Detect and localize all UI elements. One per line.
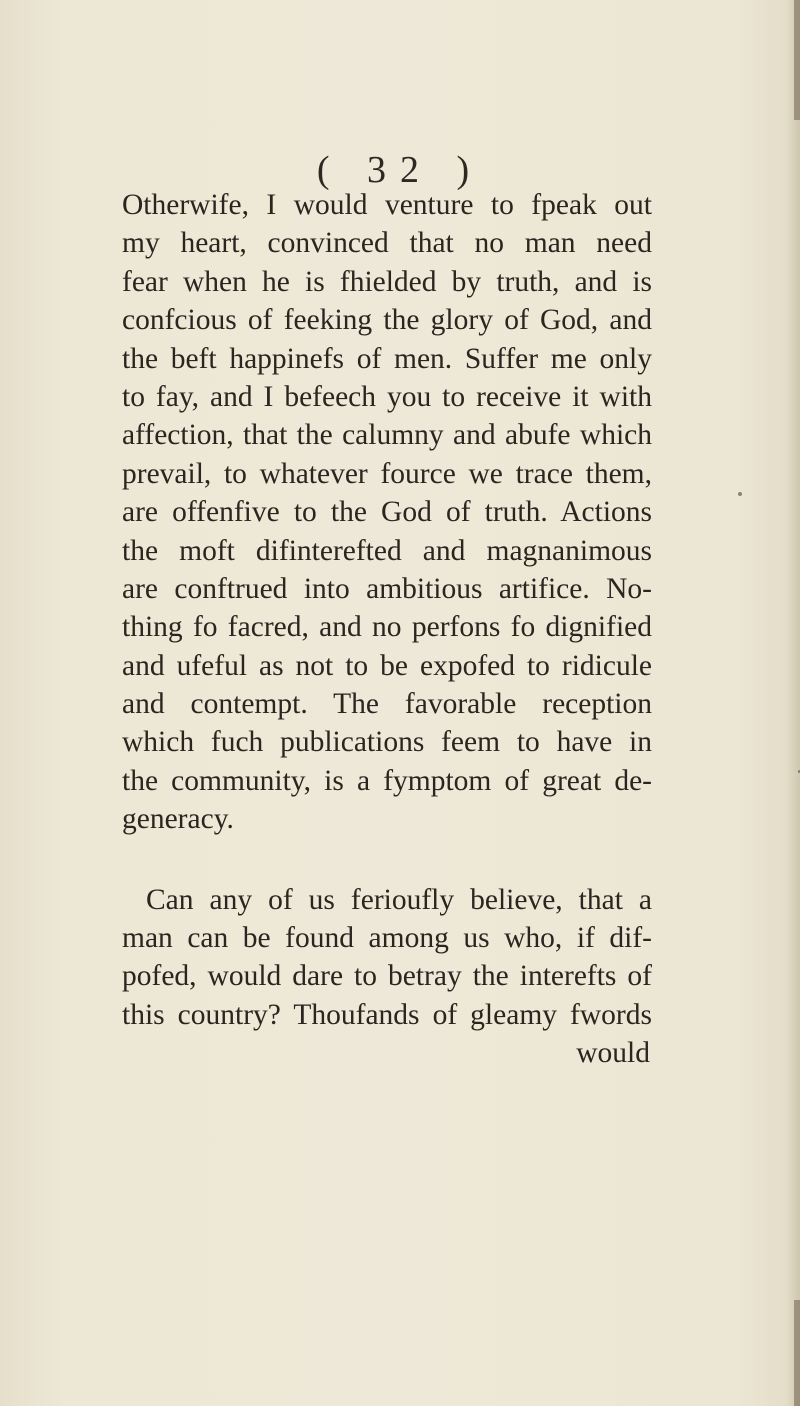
text-line: the moft difinterefted and magnanimous — [122, 534, 652, 567]
text-line: man can be found among us who, if dif- — [122, 922, 652, 955]
page-edge-mark — [794, 1300, 800, 1406]
text-line: Otherwife, I would venture to fpeak out — [122, 189, 652, 221]
text-line: to fay, and I befeech you to receive it with — [122, 380, 652, 413]
text-line: are offenfive to the God of truth. Actions — [122, 496, 652, 529]
text-line: my heart, convinced that no man need — [122, 227, 652, 260]
text-line: thing fo facred, and no perfons fo dignified — [122, 611, 652, 644]
text-line: are conftrued into ambitious artifice. No- — [122, 572, 652, 605]
text-line: the community, is a fymptom of great de- — [122, 764, 652, 797]
text-line: the beft happinefs of men. Suffer me only — [122, 342, 652, 375]
text-line: pofed, would dare to betray the interefts of — [122, 960, 652, 993]
text-line: which fuch publications feem to have in — [122, 726, 652, 759]
text-line: and ufeful as not to be expofed to ridicule — [122, 649, 652, 682]
text-line: confcious of feeking the glory of God, and — [122, 304, 652, 337]
text-line: affection, that the calumny and abufe which — [122, 419, 652, 452]
page-edge-mark — [794, 0, 800, 120]
text-line: Can any of us ferioufly believe, that a — [146, 883, 652, 916]
text-line: fear when he is fhielded by truth, and is — [122, 265, 652, 298]
text-line: generacy. — [122, 803, 234, 836]
paragraph — [122, 881, 652, 1035]
page-number: ( 32 ) — [316, 149, 484, 191]
catchword: would — [576, 1037, 650, 1070]
paragraph — [122, 186, 652, 839]
body-text — [122, 186, 652, 1073]
text-line: and contempt. The favorable reception — [122, 688, 652, 721]
page-edge-shadow — [786, 0, 800, 1406]
text-line: prevail, to whatever fource we trace them, — [122, 457, 652, 490]
text-line: this country? Thoufands of gleamy fwords — [122, 998, 652, 1031]
paragraph-gap — [122, 839, 652, 881]
paper-speck — [738, 492, 742, 496]
